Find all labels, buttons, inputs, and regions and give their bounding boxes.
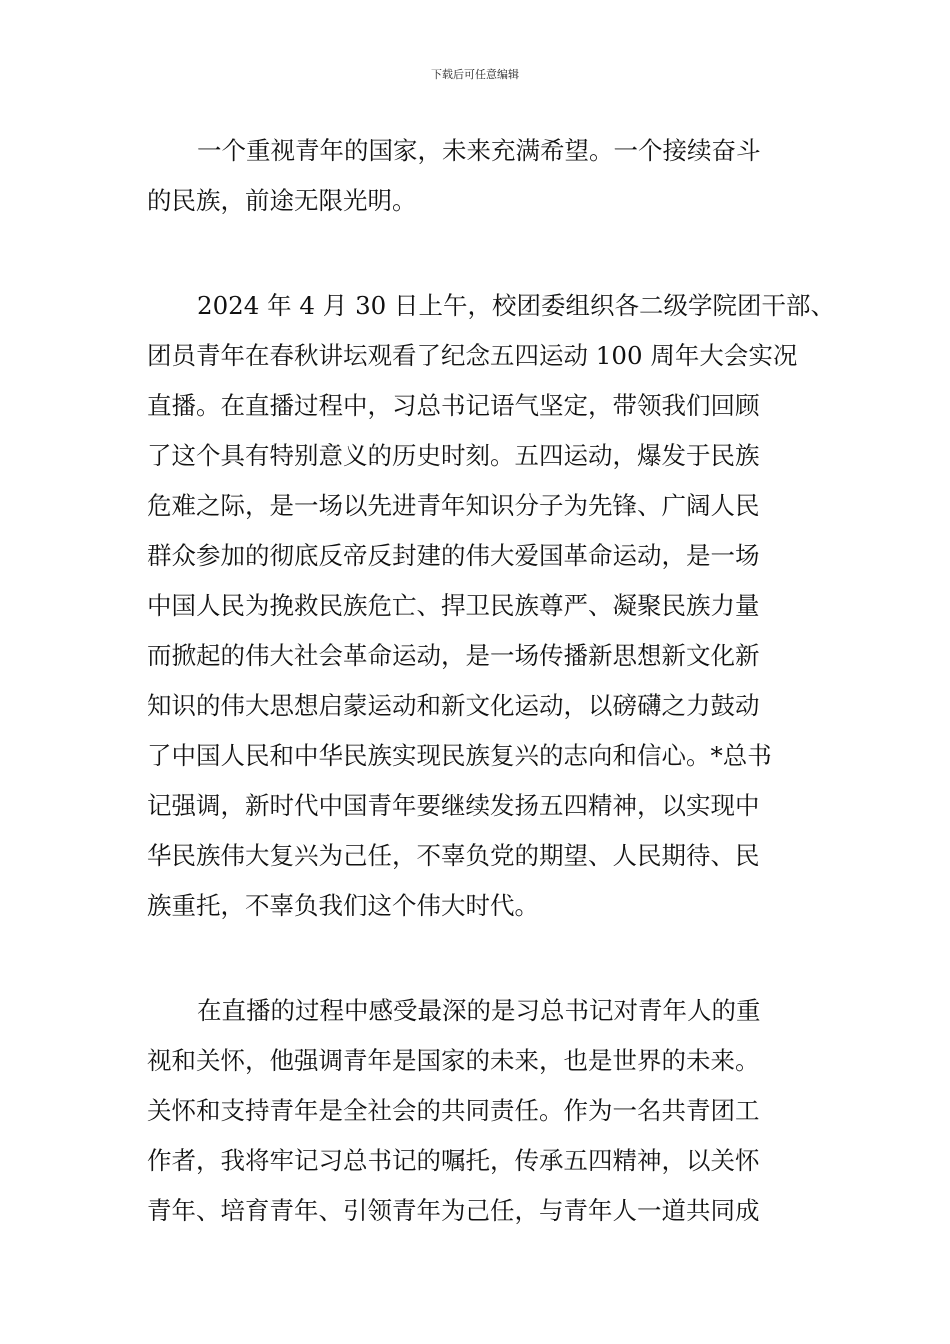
paragraph-line: 了中国人民和中华民族实现民族复兴的志向和信心。*总书: [147, 741, 772, 770]
paragraph-spacer: [147, 226, 807, 281]
paragraph-line: 群众参加的彻底反帝反封建的伟大爱国革命运动，是一场: [147, 541, 760, 570]
paragraph-line: 华民族伟大复兴为己任，不辜负党的期望、人民期待、民: [147, 841, 760, 870]
paragraph-line: 一个重视青年的国家，未来充满希望。一个接续奋斗: [197, 136, 761, 165]
paragraph-line: 关怀和支持青年是全社会的共同责任。作为一名共青团工: [147, 1096, 760, 1125]
paragraph-line: 了这个具有特别意义的历史时刻。五四运动，爆发于民族: [147, 441, 760, 470]
paragraph-line: 在直播的过程中感受最深的是习总书记对青年人的重: [197, 996, 761, 1025]
paragraph-line: 团员青年在春秋讲坛观看了纪念五四运动 100 周年大会实况: [147, 341, 798, 370]
paragraph-line: 族重托，不辜负我们这个伟大时代。: [147, 891, 539, 920]
paragraph-line: 直播。在直播过程中，习总书记语气坚定，带领我们回顾: [147, 391, 760, 420]
document-body: [147, 126, 836, 1236]
paragraph-spacer: [147, 931, 807, 986]
paragraph-line: 记强调，新时代中国青年要继续发扬五四精神，以实现中: [147, 791, 760, 820]
paragraph-line: 知识的伟大思想启蒙运动和新文化运动，以磅礴之力鼓动: [147, 691, 760, 720]
paragraph-line: 青年、培育青年、引领青年为己任，与青年人一道共同成: [147, 1196, 760, 1225]
paragraph-1: [147, 126, 807, 226]
paragraph-line: 中国人民为挽救民族危亡、捍卫民族尊严、凝聚民族力量: [147, 591, 760, 620]
paragraph-line: 而掀起的伟大社会革命运动，是一场传播新思想新文化新: [147, 641, 760, 670]
paragraph-line: 作者，我将牢记习总书记的嘱托，传承五四精神，以关怀: [147, 1146, 760, 1175]
paragraph-line: 2024 年 4 月 30 日上午，校团委组织各二级学院团干部、: [197, 291, 836, 320]
page-header-note: 下载后可任意编辑: [431, 68, 519, 81]
paragraph-line: 的民族，前途无限光明。: [147, 186, 417, 215]
paragraph-line: 视和关怀，他强调青年是国家的未来，也是世界的未来。: [147, 1046, 760, 1075]
paragraph-2: [147, 281, 836, 931]
paragraph-line: 危难之际，是一场以先进青年知识分子为先锋、广阔人民: [147, 491, 760, 520]
paragraph-3: [147, 986, 807, 1236]
